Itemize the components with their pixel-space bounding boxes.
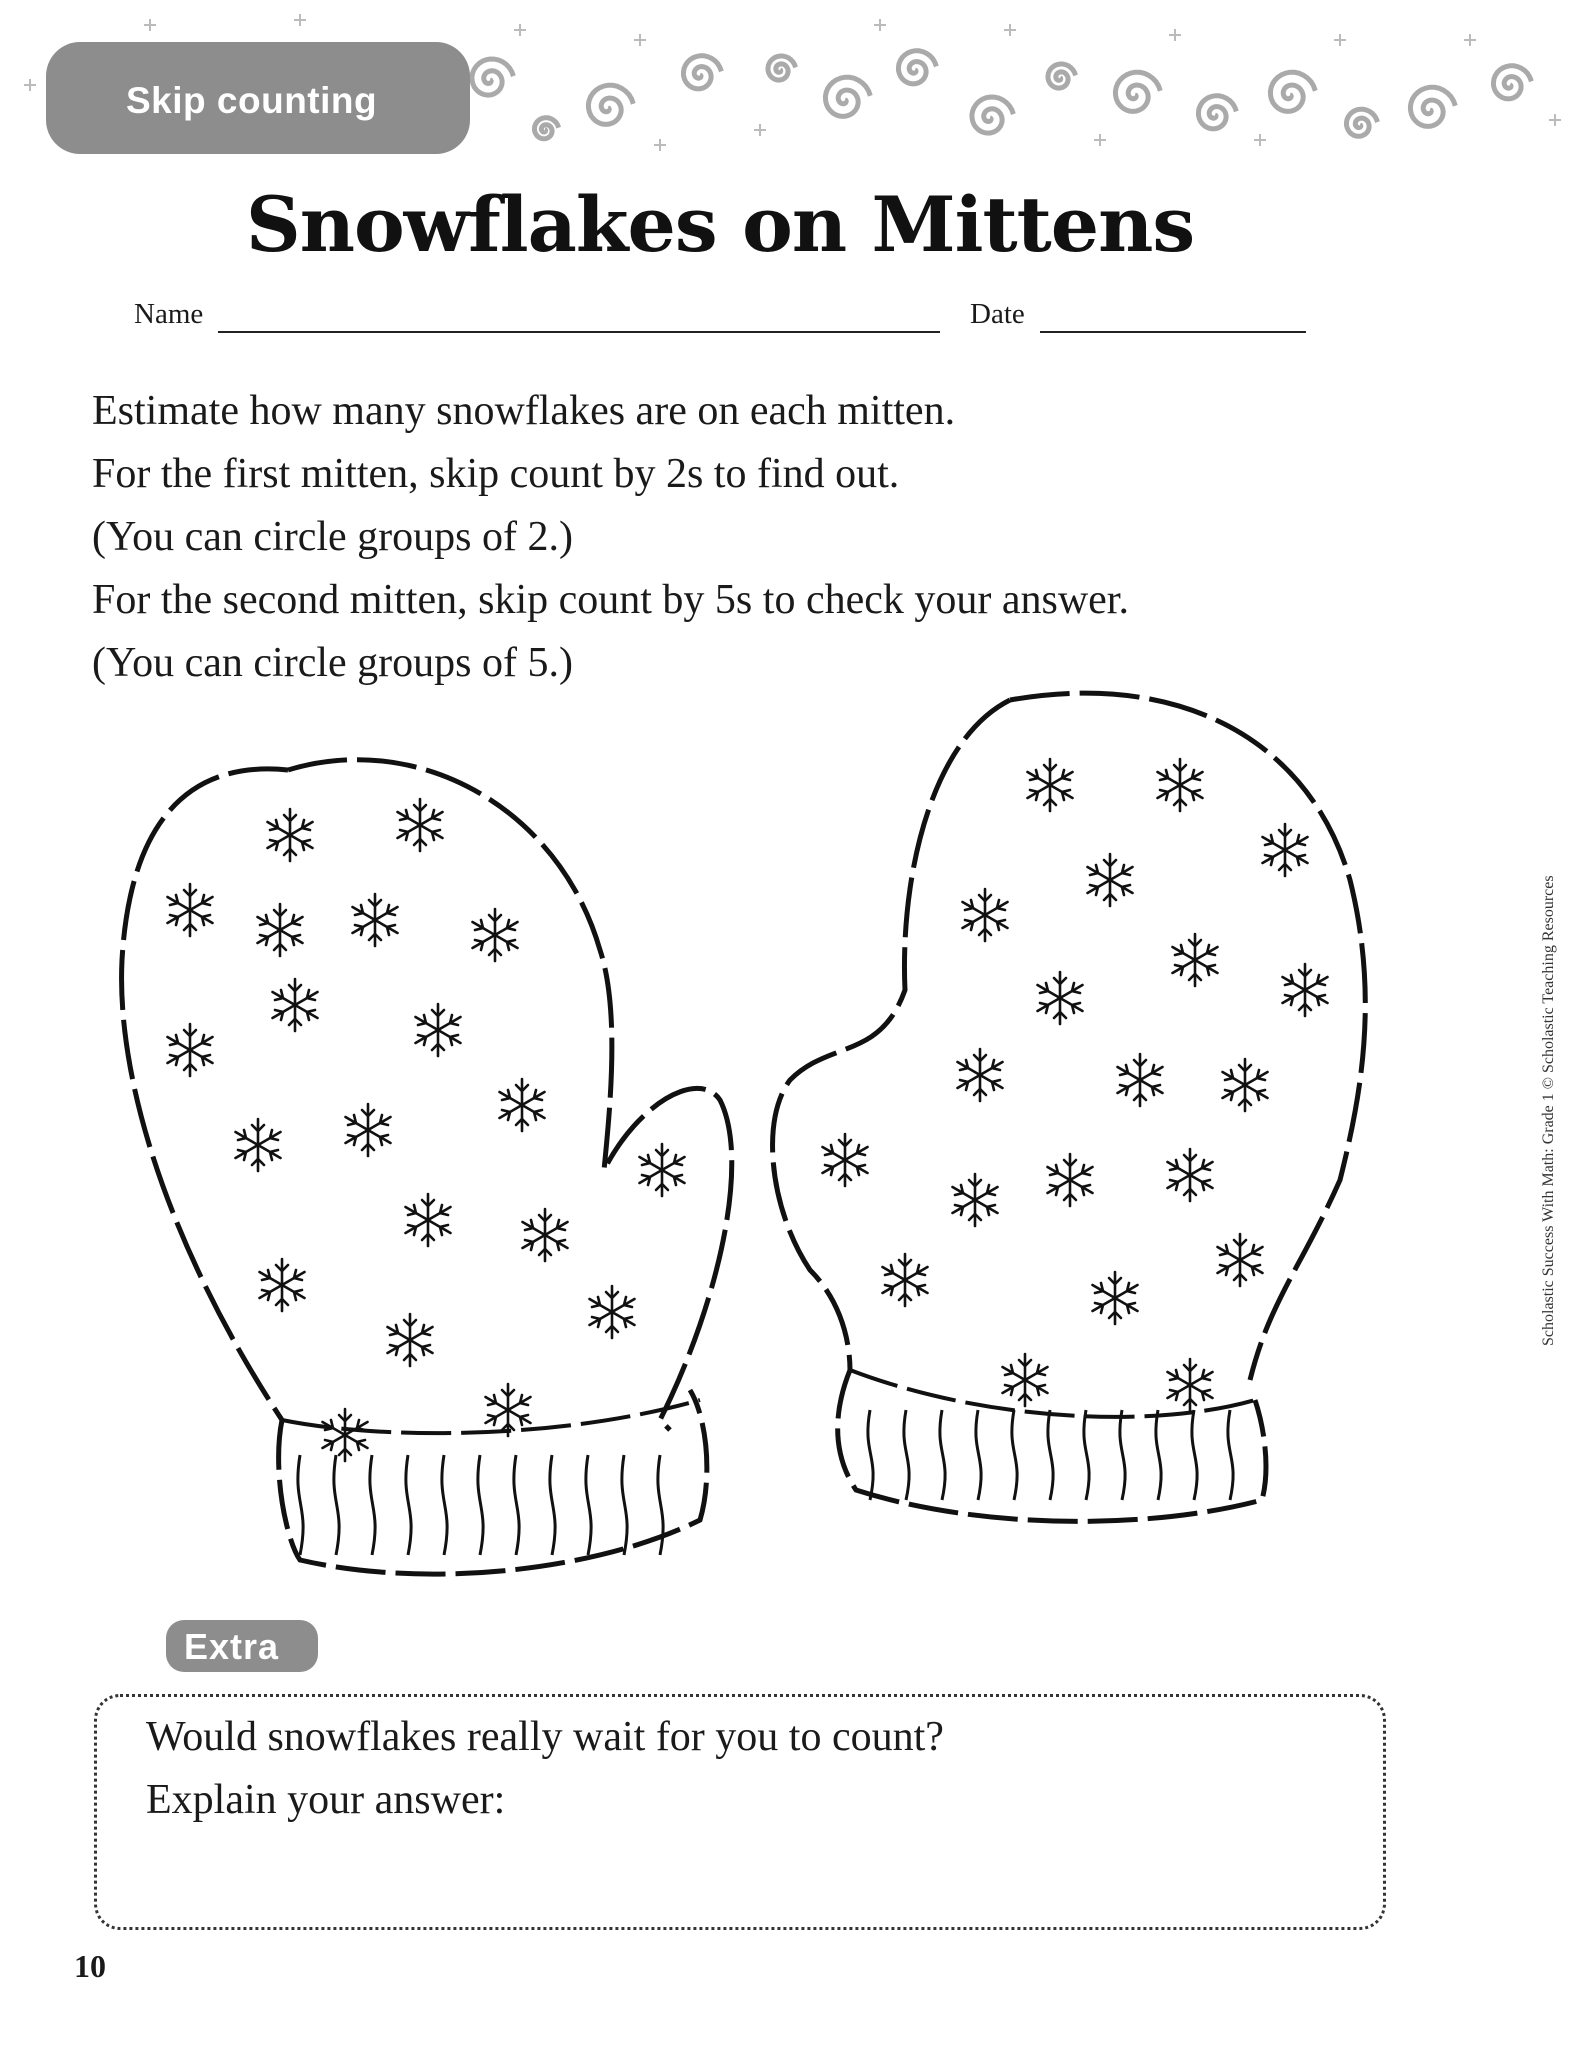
cuff-rib	[1156, 1410, 1161, 1500]
snowflake	[500, 1079, 545, 1131]
name-label: Name	[134, 298, 204, 330]
instruction-line: For the second mitten, skip count by 5s to check your answer.	[92, 577, 1129, 623]
sparkle-decoration	[24, 79, 36, 91]
snowflake	[963, 889, 1008, 941]
date-label: Date	[970, 298, 1025, 330]
sparkle-decoration	[1169, 29, 1181, 41]
sparkle-decoration	[654, 139, 666, 151]
section-tab	[46, 42, 470, 154]
snowflake	[346, 1104, 391, 1156]
snowflake	[1283, 964, 1328, 1016]
cuff-rib	[370, 1455, 375, 1555]
snowflake	[958, 1049, 1003, 1101]
snowflake	[258, 904, 303, 956]
sparkle-decoration	[144, 19, 156, 31]
sparkle-decoration	[1464, 34, 1476, 46]
snowflake	[273, 979, 318, 1031]
sparkle-decoration	[1254, 134, 1266, 146]
swirl-decoration	[1199, 96, 1237, 129]
snowflake	[590, 1286, 635, 1338]
instructions	[92, 380, 1129, 695]
copyright-credit: Scholastic Success With Math: Grade 1 © Scholastic Teaching Resources	[1540, 875, 1557, 1346]
snowflake	[473, 909, 518, 961]
cuff-rib	[1048, 1410, 1053, 1500]
snowflake	[416, 1004, 461, 1056]
swirl-decoration	[972, 97, 1014, 133]
snowflake	[168, 884, 213, 936]
snowflake	[406, 1194, 451, 1246]
sparkle-decoration	[1549, 114, 1561, 126]
extra-label: Extra	[184, 1626, 280, 1667]
cuff-rib	[334, 1455, 339, 1555]
right-mitten	[773, 693, 1366, 1521]
snowflake	[523, 1209, 568, 1261]
cuff-rib	[868, 1410, 873, 1500]
snowflake	[236, 1119, 281, 1171]
snowflake	[1223, 1059, 1268, 1111]
snowflake	[883, 1254, 928, 1306]
cuff-rib	[1084, 1410, 1089, 1500]
cuff-rib	[940, 1410, 945, 1500]
snowflake	[1003, 1354, 1048, 1406]
snowflake	[323, 1409, 368, 1461]
swirl-decoration	[1494, 66, 1532, 99]
left-mitten	[122, 760, 732, 1620]
snowflake	[1173, 934, 1218, 986]
sparkle-decoration	[294, 14, 306, 26]
extra-prompt-line: Explain your answer:	[146, 1777, 506, 1823]
snowflake	[260, 1259, 305, 1311]
cuff-rib	[550, 1455, 555, 1555]
snowflake	[268, 809, 313, 861]
page-title: Snowflakes on Mittens	[245, 180, 1195, 269]
cuff-rib	[1120, 1410, 1125, 1500]
cuff-rib	[1192, 1410, 1197, 1500]
swirl-decoration	[1048, 64, 1076, 88]
snowflake	[398, 799, 443, 851]
sparkle-decoration	[1094, 134, 1106, 146]
sparkle-decoration	[1004, 24, 1016, 36]
swirl-decoration	[1115, 72, 1160, 111]
sparkle-decoration	[634, 34, 646, 46]
extra-badge	[166, 1620, 318, 1672]
swirl-decoration	[768, 56, 796, 80]
swirl-decoration	[899, 51, 937, 84]
cuff-rib	[904, 1410, 909, 1500]
cuff-rib	[514, 1455, 519, 1555]
snowflake	[1263, 824, 1308, 876]
swirl-decoration	[535, 118, 559, 139]
swirl-decoration	[1410, 87, 1455, 126]
instruction-line: Estimate how many snowflakes are on each mitten.	[92, 388, 956, 434]
swirl-decoration	[588, 85, 633, 124]
cuff-rib	[622, 1455, 627, 1555]
instruction-line: (You can circle groups of 2.)	[92, 514, 573, 560]
snowflake	[1038, 972, 1083, 1024]
snowflake	[1158, 759, 1203, 811]
date-field[interactable]	[1040, 331, 1306, 333]
snowflake	[1028, 759, 1073, 811]
cuff-rib	[976, 1410, 981, 1500]
cuff-rib	[478, 1455, 483, 1555]
extra-question-line: Would snowflakes really wait for you to count?	[146, 1714, 944, 1760]
cuff-rib	[1228, 1410, 1233, 1500]
swirl-decoration	[1347, 109, 1378, 136]
cuff-rib	[586, 1455, 591, 1555]
sparkle-decoration	[874, 19, 886, 31]
section-label: Skip counting	[126, 80, 378, 121]
swirl-decoration	[472, 59, 514, 95]
swirl-decoration	[684, 56, 722, 89]
cuff-rib	[406, 1455, 411, 1555]
swirl-decoration	[825, 77, 870, 116]
name-field[interactable]	[218, 331, 940, 333]
sparkle-decoration	[754, 124, 766, 136]
sparkle-decoration	[1334, 34, 1346, 46]
cuff-rib	[442, 1455, 447, 1555]
right-mitten-snowflakes	[823, 759, 1328, 1411]
snowflake	[823, 1134, 868, 1186]
snowflake	[640, 1144, 685, 1196]
instruction-line: (You can circle groups of 5.)	[92, 640, 573, 686]
snowflake	[1218, 1234, 1263, 1286]
mittens-illustration	[0, 680, 1577, 1620]
snowflake	[1093, 1272, 1138, 1324]
snowflake	[1168, 1149, 1213, 1201]
snowflake	[1168, 1359, 1213, 1411]
extra-question	[146, 1706, 944, 1832]
cuff-rib	[1012, 1410, 1017, 1500]
cuff-rib	[298, 1455, 303, 1555]
snowflake	[353, 894, 398, 946]
snowflake	[953, 1174, 998, 1226]
sparkle-decoration	[514, 24, 526, 36]
snowflake	[1088, 854, 1133, 906]
snowflake	[1048, 1154, 1093, 1206]
swirl-decoration	[1270, 72, 1315, 111]
instruction-line: For the first mitten, skip count by 2s to find out.	[92, 451, 900, 497]
snowflake	[1118, 1054, 1163, 1106]
page-number: 10	[74, 1948, 106, 1984]
snowflake	[168, 1024, 213, 1076]
snowflake	[388, 1314, 433, 1366]
